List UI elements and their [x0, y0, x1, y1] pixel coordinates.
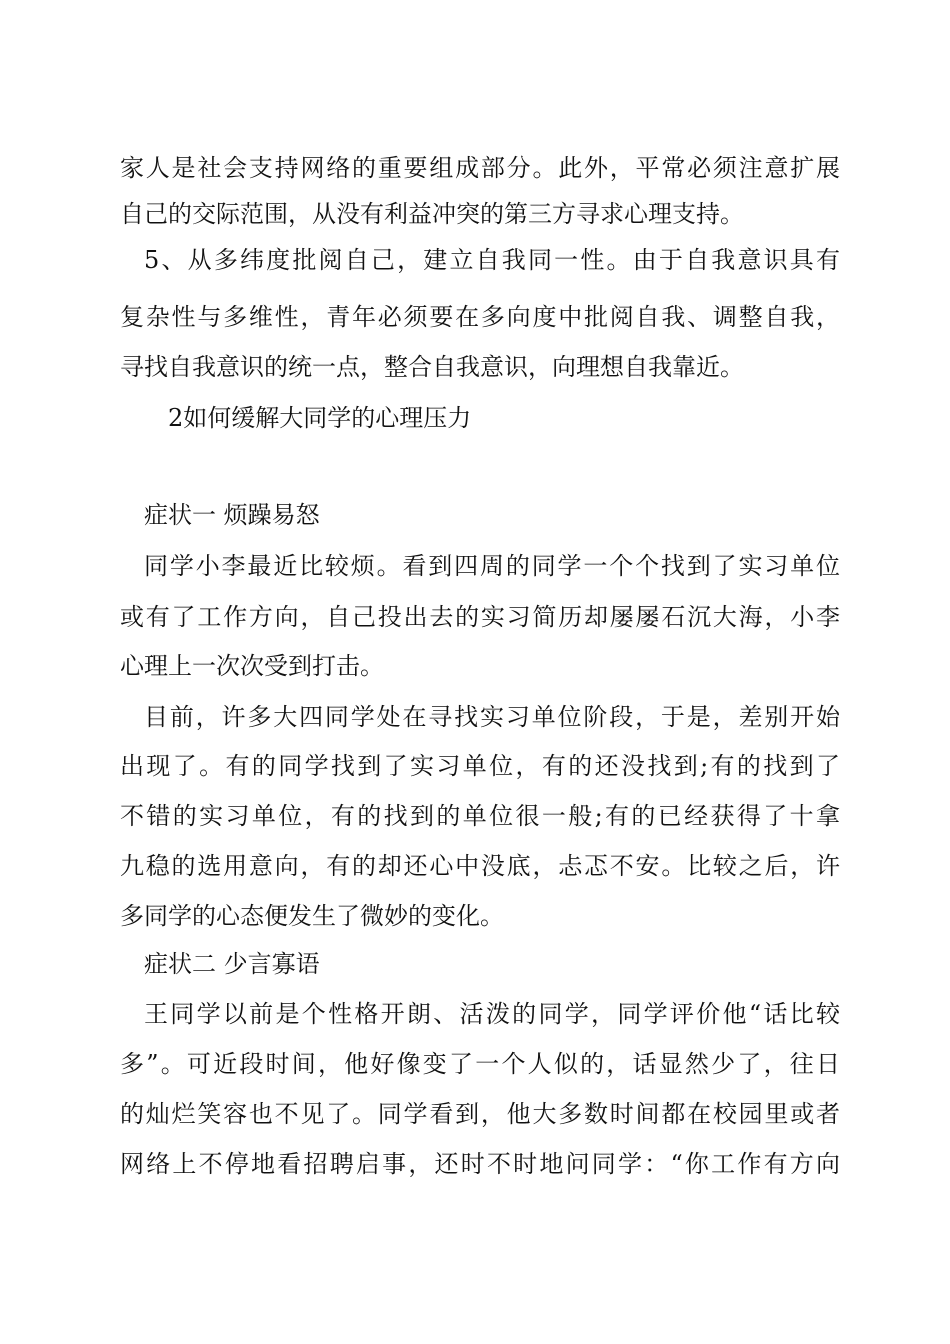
- text-line: 寻找自我意识的统一点，整合自我意识，向理想自我靠近。: [120, 353, 744, 381]
- section-heading: 2如何缓解大同学的心理压力: [168, 404, 472, 432]
- text-line: 多”。可近段时间，他好像变了一个人似的，话显然少了，往日: [120, 1050, 840, 1078]
- text-line: 心理上一次次受到打击。: [120, 652, 384, 680]
- text-line: 目前，许多大四同学处在寻找实习单位阶段，于是，差别开始: [144, 703, 840, 731]
- symptom-heading: 症状二 少言寡语: [144, 950, 320, 978]
- symptom-heading: 症状一 烦躁易怒: [144, 501, 320, 529]
- text-line: 多同学的心态便发生了微妙的变化。: [120, 902, 504, 930]
- text-line: 出现了。有的同学找到了实习单位，有的还没找到;有的找到了: [120, 752, 840, 780]
- text-line: 复杂性与多维性，青年必须要在多向度中批阅自我、调整自我，: [120, 303, 840, 331]
- text-line: 九稳的选用意向，有的却还心中没底，忐忑不安。比较之后，许: [120, 852, 840, 880]
- text-line: 王同学以前是个性格开朗、活泼的同学，同学评价他“话比较: [144, 1000, 840, 1028]
- text-line: 网络上不停地看招聘启事，还时不时地问同学：“你工作有方向: [120, 1150, 840, 1178]
- text-line: 不错的实习单位，有的找到的单位很一般;有的已经获得了十拿: [120, 802, 840, 830]
- text-line: 5、从多纬度批阅自己，建立自我同一性。由于自我意识具有: [144, 246, 840, 274]
- text-line: 自己的交际范围，从没有利益冲突的第三方寻求心理支持。: [120, 200, 744, 228]
- text-line: 同学小李最近比较烦。看到四周的同学一个个找到了实习单位: [144, 552, 840, 580]
- text-line: 家人是社会支持网络的重要组成部分。此外，平常必须注意扩展: [120, 154, 840, 182]
- text-line: 的灿烂笑容也不见了。同学看到，他大多数时间都在校园里或者: [120, 1100, 840, 1128]
- text-line: 或有了工作方向，自己投出去的实习简历却屡屡石沉大海，小李: [120, 603, 840, 631]
